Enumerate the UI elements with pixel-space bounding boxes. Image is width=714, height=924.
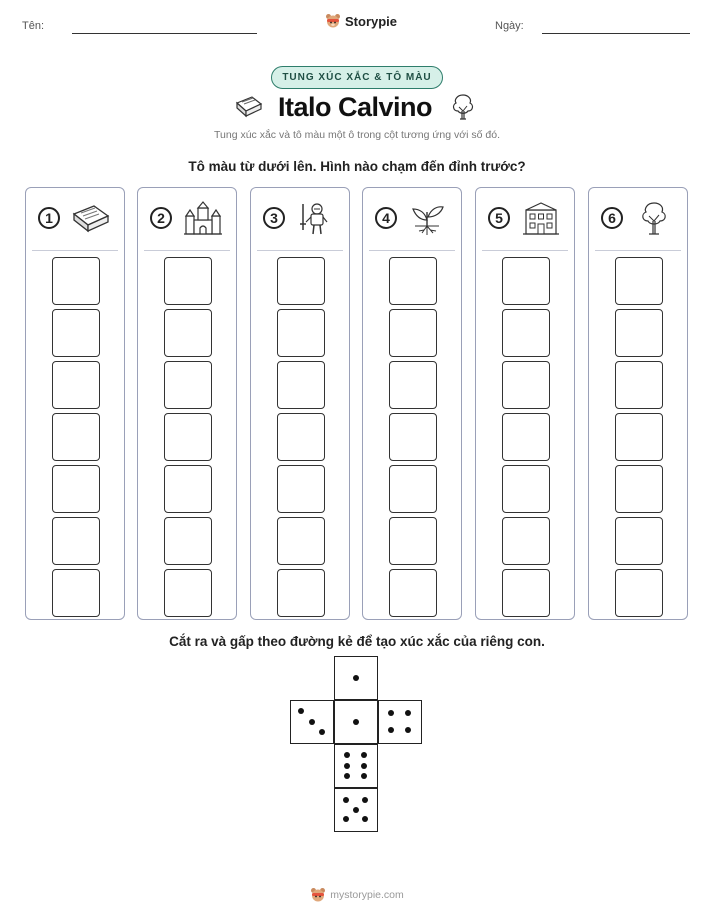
building-icon bbox=[520, 200, 562, 238]
color-box[interactable] bbox=[502, 413, 550, 461]
color-box[interactable] bbox=[52, 569, 100, 617]
bear-mascot-icon bbox=[310, 887, 326, 903]
die-pip bbox=[388, 710, 394, 716]
color-box[interactable] bbox=[164, 309, 212, 357]
knight-icon bbox=[295, 200, 337, 238]
color-box[interactable] bbox=[164, 413, 212, 461]
color-box[interactable] bbox=[389, 361, 437, 409]
book-icon bbox=[70, 200, 112, 238]
color-box[interactable] bbox=[502, 465, 550, 513]
color-box[interactable] bbox=[389, 309, 437, 357]
column-number: 3 bbox=[263, 207, 285, 229]
color-box[interactable] bbox=[277, 309, 325, 357]
page-title: Italo Calvino bbox=[278, 92, 433, 122]
column-divider bbox=[257, 250, 343, 251]
color-box[interactable] bbox=[164, 257, 212, 305]
die-pip bbox=[353, 719, 359, 725]
die-pip bbox=[319, 729, 325, 735]
castle-icon bbox=[182, 200, 224, 238]
color-box[interactable] bbox=[615, 413, 663, 461]
color-box[interactable] bbox=[389, 569, 437, 617]
column-divider bbox=[32, 250, 118, 251]
column-3 bbox=[250, 187, 350, 620]
book-icon bbox=[234, 94, 264, 120]
color-box[interactable] bbox=[502, 361, 550, 409]
die-pip bbox=[353, 807, 359, 813]
color-box[interactable] bbox=[389, 517, 437, 565]
color-box[interactable] bbox=[615, 309, 663, 357]
die-face-3 bbox=[290, 700, 334, 744]
activity-badge: TUNG XÚC XẮC & TÔ MÀU bbox=[271, 66, 442, 89]
footer bbox=[310, 887, 404, 903]
color-box[interactable] bbox=[52, 465, 100, 513]
coloring-instruction: Tô màu từ dưới lên. Hình nào chạm đến đỉnh trước? bbox=[188, 159, 526, 174]
column-header bbox=[138, 188, 236, 250]
tree-icon bbox=[633, 200, 675, 238]
tree-icon bbox=[449, 92, 477, 122]
color-box[interactable] bbox=[277, 257, 325, 305]
column-2 bbox=[137, 187, 237, 620]
date-line[interactable] bbox=[542, 33, 690, 34]
column-header bbox=[26, 188, 124, 250]
color-box[interactable] bbox=[52, 257, 100, 305]
die-face-6 bbox=[334, 744, 378, 788]
color-box[interactable] bbox=[615, 361, 663, 409]
color-box[interactable] bbox=[52, 413, 100, 461]
die-pip bbox=[344, 752, 350, 758]
die-pip bbox=[361, 752, 367, 758]
die-pip bbox=[298, 708, 304, 714]
color-box[interactable] bbox=[502, 569, 550, 617]
column-header bbox=[476, 188, 574, 250]
column-number: 1 bbox=[38, 207, 60, 229]
color-box[interactable] bbox=[52, 361, 100, 409]
column-number: 2 bbox=[150, 207, 172, 229]
color-box[interactable] bbox=[389, 465, 437, 513]
column-divider bbox=[144, 250, 230, 251]
die-face-5 bbox=[334, 788, 378, 832]
die-pip bbox=[353, 675, 359, 681]
color-box[interactable] bbox=[615, 257, 663, 305]
die-pip bbox=[388, 727, 394, 733]
color-box[interactable] bbox=[615, 569, 663, 617]
column-5 bbox=[475, 187, 575, 620]
color-box[interactable] bbox=[615, 517, 663, 565]
color-box[interactable] bbox=[502, 517, 550, 565]
column-divider bbox=[369, 250, 455, 251]
die-pip bbox=[405, 727, 411, 733]
die-pip bbox=[361, 773, 367, 779]
color-box[interactable] bbox=[277, 465, 325, 513]
color-box[interactable] bbox=[277, 517, 325, 565]
column-1 bbox=[25, 187, 125, 620]
name-line[interactable] bbox=[72, 33, 257, 34]
footer-url[interactable]: mystorypie.com bbox=[330, 889, 404, 901]
die-pip bbox=[362, 797, 368, 803]
die-face-1 bbox=[334, 700, 378, 744]
column-4 bbox=[362, 187, 462, 620]
color-box[interactable] bbox=[52, 309, 100, 357]
color-box[interactable] bbox=[502, 309, 550, 357]
color-box[interactable] bbox=[164, 465, 212, 513]
color-box[interactable] bbox=[277, 569, 325, 617]
column-header bbox=[251, 188, 349, 250]
color-box[interactable] bbox=[52, 517, 100, 565]
cut-instruction: Cắt ra và gấp theo đường kẻ để tạo xúc xắc của riêng con. bbox=[169, 634, 545, 649]
color-box[interactable] bbox=[615, 465, 663, 513]
color-box[interactable] bbox=[389, 257, 437, 305]
column-header bbox=[363, 188, 461, 250]
column-number: 4 bbox=[375, 207, 397, 229]
color-box[interactable] bbox=[502, 257, 550, 305]
die-pip bbox=[309, 719, 315, 725]
dice-net bbox=[290, 656, 424, 834]
color-box[interactable] bbox=[389, 413, 437, 461]
color-box[interactable] bbox=[164, 569, 212, 617]
color-box[interactable] bbox=[164, 517, 212, 565]
die-face-4 bbox=[378, 700, 422, 744]
color-box[interactable] bbox=[164, 361, 212, 409]
die-pip bbox=[405, 710, 411, 716]
name-label: Tên: bbox=[22, 20, 45, 32]
die-pip bbox=[343, 797, 349, 803]
column-number: 6 bbox=[601, 207, 623, 229]
date-label: Ngày: bbox=[495, 20, 524, 32]
die-pip bbox=[343, 816, 349, 822]
column-6 bbox=[588, 187, 688, 620]
die-face-1 bbox=[334, 656, 378, 700]
subtitle: Tung xúc xắc và tô màu một ô trong cột tương ứng với số đó. bbox=[214, 129, 500, 141]
color-box[interactable] bbox=[277, 413, 325, 461]
column-divider bbox=[595, 250, 681, 251]
column-number: 5 bbox=[488, 207, 510, 229]
column-header bbox=[589, 188, 687, 250]
color-box[interactable] bbox=[277, 361, 325, 409]
die-pip bbox=[362, 816, 368, 822]
storypie-logo bbox=[325, 13, 397, 29]
bear-mascot-icon bbox=[325, 13, 341, 29]
die-pip bbox=[344, 773, 350, 779]
logo-text: Storypie bbox=[345, 13, 398, 29]
column-divider bbox=[482, 250, 568, 251]
die-pip bbox=[361, 763, 367, 769]
sprout-icon bbox=[407, 200, 449, 238]
die-pip bbox=[344, 763, 350, 769]
